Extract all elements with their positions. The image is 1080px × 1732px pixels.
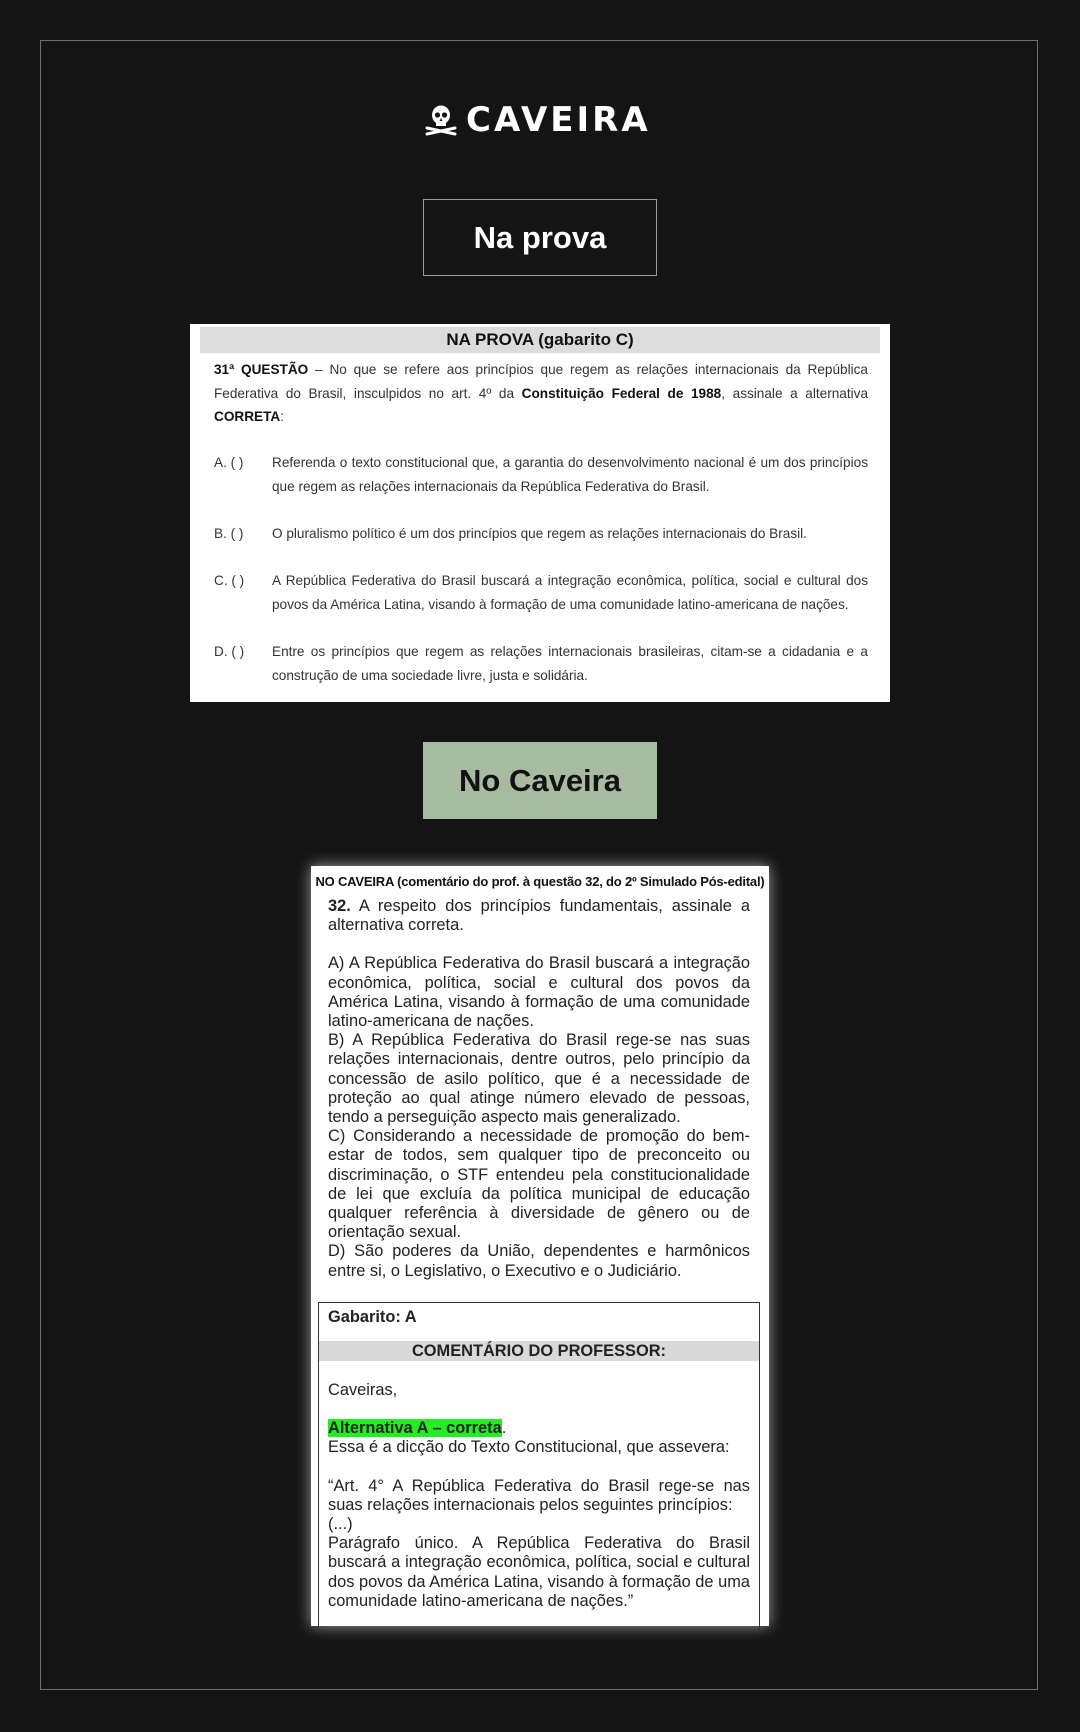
exam-option-d (214, 640, 868, 687)
exam-header: NA PROVA (gabarito C) (200, 327, 880, 353)
caveira-comment-image (311, 866, 769, 1626)
option-text: Entre os princípios que regem as relações internacionais brasileiras, citam-se a cidadania e a construção de uma sociedade livre, justa e solidária. (272, 644, 868, 683)
option-label: A. ( ) (214, 455, 244, 470)
caveira-option-b: B) A República Federativa do Brasil rege-se nas suas relações internacionais, dentre outros, pelo princípio da concessão de asilo político, que é a necessidade de proteção ao qual atinge número elevado de pessoas, tendo a perseguição aspecto mais generalizado. (328, 1031, 750, 1127)
skull-icon (424, 104, 458, 136)
option-text: Referenda o texto constitucional que, a garantia do desenvolvimento nacional é um dos princípios que regem as relações internacionais da República Federativa do Brasil. (272, 455, 868, 494)
verdict (328, 1419, 750, 1438)
exam-option-b (214, 522, 868, 546)
question-end: CORRETA (214, 409, 281, 424)
exam-question-image (190, 324, 890, 702)
question-colon: : (280, 409, 284, 424)
brand-name: CAVEIRA (466, 100, 651, 140)
caveira-question-text (328, 897, 750, 935)
option-label: B. ( ) (214, 526, 244, 541)
caveira-header: NO CAVEIRA (comentário do prof. à questão 32, do 2º Simulado Pós-edital) (315, 874, 765, 889)
option-text: O pluralismo político é um dos princípios que regem as relações internacionais do Brasil. (272, 526, 807, 541)
option-label: C. ( ) (214, 573, 245, 588)
exam-option-c (214, 569, 868, 616)
option-label: D. ( ) (214, 644, 245, 659)
comment-body (328, 1381, 750, 1611)
caveira-q-number: 32. (328, 897, 351, 915)
no-caveira-label: No Caveira (423, 742, 657, 819)
greeting: Caveiras, (328, 1381, 398, 1399)
option-text: A República Federativa do Brasil buscará a integração econômica, política, social e cultural dos povos da América Latina, visando à formação de uma comunidade latino-americana de nações. (272, 573, 868, 612)
diction: Essa é a dicção do Texto Constitucional, que assevera: (328, 1438, 730, 1457)
answer-box (318, 1302, 760, 1632)
highlight-correct: Alternativa A – correta (328, 1419, 502, 1438)
caveira-option-c: C) Considerando a necessidade de promoção do bem-estar de todos, sem qualquer tipo de preconceito ou discriminação, o STF entendeu pela constitucionalidade de lei que excluía da política municipal de educação qualquer referência à diversidade de gênero ou de orientação sexual. (328, 1127, 750, 1242)
gabarito: Gabarito: A (328, 1308, 417, 1326)
caveira-q-text: A respeito dos princípios fundamentais, assinale a alternativa correta. (328, 897, 750, 935)
exam-question-text (214, 358, 868, 429)
question-part2: , assinale a alternativa (721, 385, 869, 401)
caveira-question (328, 897, 750, 1281)
question-bold: Constituição Federal de 1988 (521, 385, 722, 401)
na-prova-label: Na prova (423, 199, 657, 276)
quote-paragrafo: Parágrafo único. A República Federativa do Brasil buscará a integração econômica, política, social e cultural dos povos da América Latina, visando à formação de uma comunidade latino-americana de nações.” (328, 1534, 750, 1610)
question-part1: – No que se refere aos princípios que regem as relações internacionais da República Federativa do Brasil, insculpidos no art. 4º da (214, 362, 868, 401)
exam-option-a (214, 451, 868, 498)
comment-header: COMENTÁRIO DO PROFESSOR: (319, 1341, 759, 1361)
brand-logo (424, 102, 651, 138)
question-number: 31ª QUESTÃO (214, 362, 309, 377)
quote-art4: “Art. 4° A República Federativa do Brasil rege-se nas suas relações internacionais pelos seguintes princípios: (328, 1476, 750, 1514)
caveira-option-d: D) São poderes da União, dependentes e harmônicos entre si, o Legislativo, o Executivo e o Judiciário. (328, 1242, 750, 1280)
caveira-option-a: A) A República Federativa do Brasil buscará a integração econômica, política, social e cultural dos povos da América Latina, visando à formação de uma comunidade latino-americana de nações. (328, 954, 750, 1031)
quote-ellipsis: (...) (328, 1515, 353, 1534)
highlight-end: . (501, 1419, 507, 1438)
